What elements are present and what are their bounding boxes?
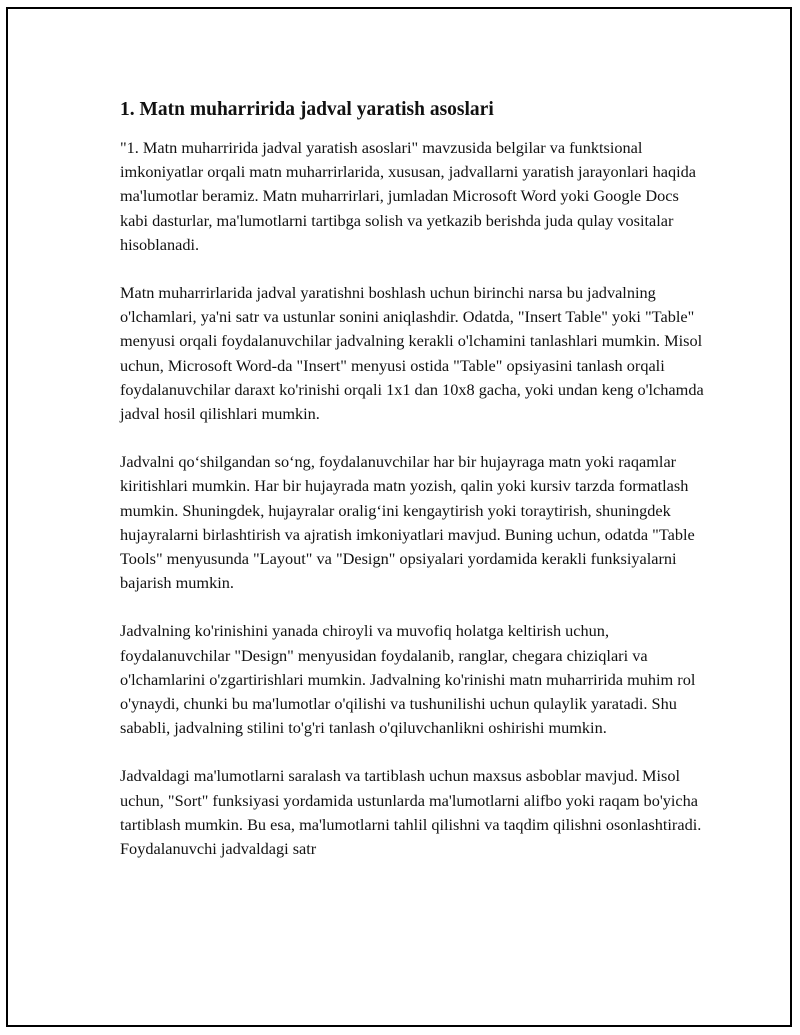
document-body (120, 97, 710, 885)
paragraph-3: Jadvalni qo‘shilgandan so‘ng, foydalanuvchilar har bir hujayraga matn yoki raqamlar kiritishlari mumkin. Har bir hujayrada matn yozish, qalin yoki kursiv tarzda formatlash mumkin. Shuningdek, hujayralar oralig‘ini kengaytirish yoki toraytirish, shuningdek hujayralarni birlashtirish va ajratish imkoniyatlari mavjud. Buning uchun, odatda "Table Tools" menyusunda "Layout" va "Design" opsiyalari yordamida kerakli funksiyalarni bajarish mumkin. (120, 452, 695, 593)
document-page (6, 7, 792, 1027)
paragraph-5: Jadvaldagi ma'lumotlarni saralash va tartiblash uchun maxsus asboblar mavjud. Misol uchun, "Sort" funksiyasi yordamida ustunlarda ma'lumotlarni alifbo yoki raqam bo'yicha tartiblash mumkin. Bu esa, ma'lumotlarni tahlil qilishni va taqdim qilishni osonlashtiradi. Foydalanuvchi jadvaldagi satr (120, 766, 702, 859)
section-heading: 1. Matn muharririda jadval yaratish asoslari (120, 99, 494, 120)
paragraph-4: Jadvalning ko'rinishini yanada chiroyli va muvofiq holatga keltirish uchun, foydalanuvchilar "Design" menyusidan foydalanib, ranglar, chegara chiziqlari va o'lchamlarini o'zgartirishlari mumkin. Jadvalning ko'rinishi matn muharririda muhim rol o'ynaydi, chunki bu ma'lumotlar o'qilishi va tushunilishi uchun qulaylik yaratadi. Shu sababli, jadvalning stilini to'g'ri tanlash o'qiluvchanlikni oshirishi mumkin. (120, 621, 696, 738)
paragraph-2: Matn muharrirlarida jadval yaratishni boshlash uchun birinchi narsa bu jadvalning o'lchamlari, ya'ni satr va ustunlar sonini aniqlashdir. Odatda, "Insert Table" yoki "Table" menyusi orqali foydalanuvchilar jadvalning kerakli o'lchamini tanlashlari mumkin. Misol uchun, Microsoft Word-da "Insert" menyusi ostida "Table" opsiyasini tanlash orqali foydalanuvchilar daraxt ko'rinishi orqali 1x1 dan 10x8 gacha, yoki undan keng o'lchamda jadval hosil qilishlari mumkin. (120, 283, 704, 424)
paragraph-1: "1. Matn muharririda jadval yaratish asoslari" mavzusida belgilar va funktsional imkoniyatlar orqali matn muharrirlarida, xususan, jadvallarni yaratish jarayonlari haqida ma'lumotlar beramiz. Matn muharrirlari, jumladan Microsoft Word yoki Google Docs kabi dasturlar, ma'lumotlarni tartibga solish va yetkazib berishda juda qulay vositalar hisoblanadi. (120, 138, 696, 254)
